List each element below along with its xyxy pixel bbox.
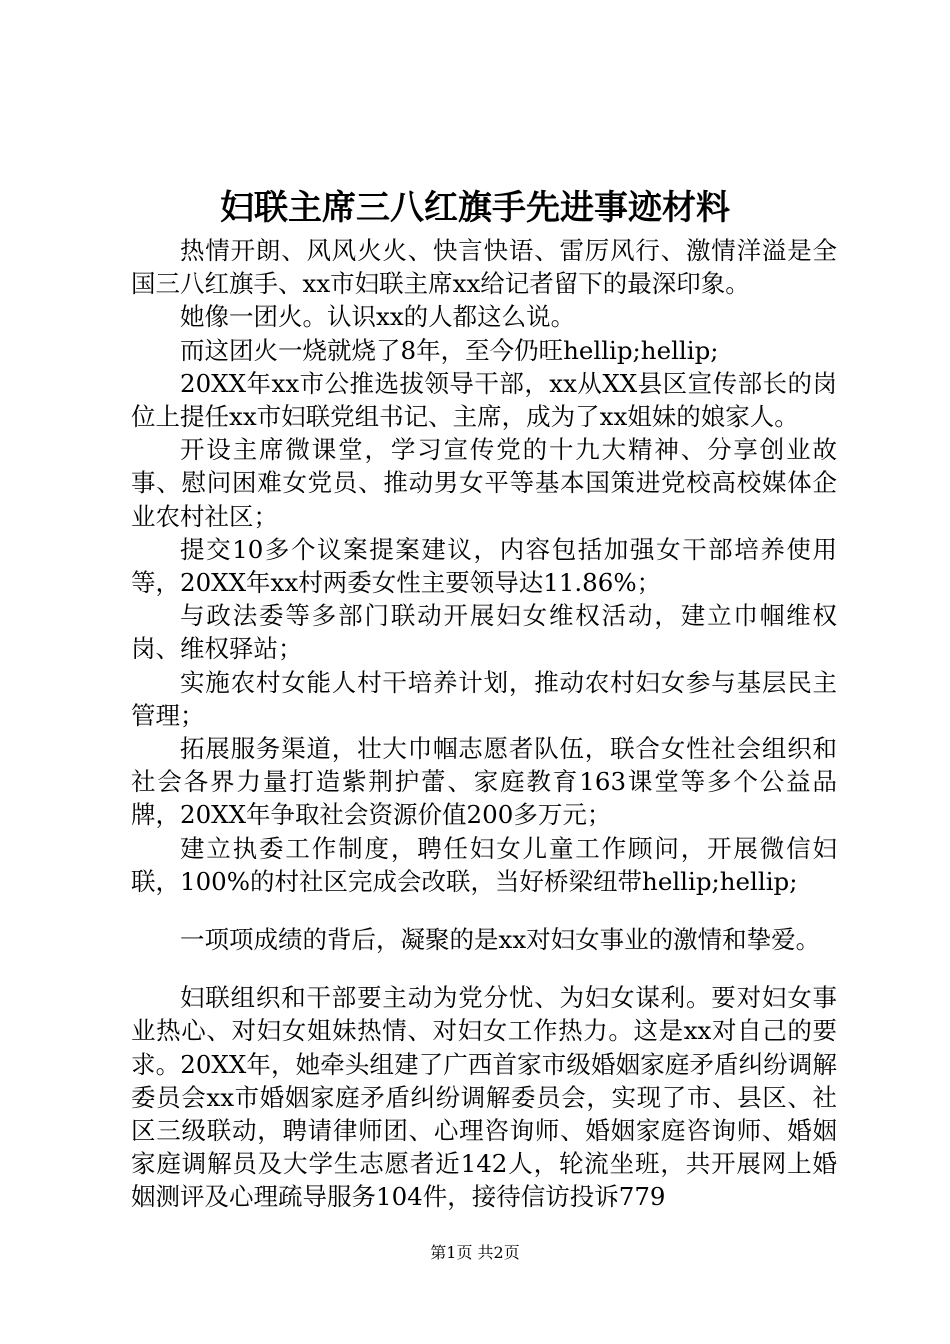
paragraph: 与政法委等多部门联动开展妇女维权活动，建立巾帼维权岗、维权驿站； [131,601,837,664]
paragraph: 拓展服务渠道，壮大巾帼志愿者队伍，联合女性社会组织和社会各界力量打造紫荆护蕾、家庭教育163课堂等多个公益品牌，20XX年争取社会资源价值200多万元； [131,734,837,830]
paragraph: 妇联组织和干部要主动为党分忧、为妇女谋利。要对妇女事业热心、对妇女姐妹热情、对妇女工作热力。这是xx对自己的要求。20XX年，她牵头组建了广西首家市级婚姻家庭矛盾纠纷调解委员会xx市婚姻家庭矛盾纠纷调解委员会，实现了市、县区、社区三级联动，聘请律师团、心理咨询师、婚姻家庭咨询师、婚姻家庭调解员及大学生志愿者近142人，轮流坐班，共开展网上婚姻测评及心理疏导服务104件，接待信访投诉779 [131,983,837,1212]
page-title: 妇联主席三八红旗手先进事迹材料 [220,188,730,228]
paragraph: 而这团火一烧就烧了8年，至今仍旺hellip;hellip; [180,335,719,365]
paragraph: 一项项成绩的背后，凝聚的是xx对妇女事业的激情和挚爱。 [180,925,821,955]
paragraph: 20XX年xx市公推选拔领导干部，xx从XX县区宣传部长的岗位上提任xx市妇联党组书记、主席，成为了xx姐妹的娘家人。 [131,368,837,432]
paragraph: 她像一团火。认识xx的人都这么说。 [180,302,576,332]
paragraph: 实施农村女能人村干培养计划，推动农村妇女参与基层民主管理； [131,667,837,730]
paragraph: 提交10多个议案提案建议，内容包括加强女干部培养使用等，20XX年xx村两委女性主要领导达11.86%； [131,534,837,598]
page-footer: 第1页 共2页 [430,1243,520,1262]
paragraph: 热情开朗、风风火火、快言快语、雷厉风行、激情洋溢是全国三八红旗手、xx市妇联主席xx给记者留下的最深印象。 [131,236,837,299]
document-body [131,234,837,1214]
paragraph: 建立执委工作制度，聘任妇女儿童工作顾问，开展微信妇联，100%的村社区完成会改联，当好桥梁纽带hellip;hellip; [131,833,837,896]
paragraph: 开设主席微课堂，学习宣传党的十九大精神、分享创业故事、慰问困难女党员、推动男女平等基本国策进党校高校媒体企业农村社区； [131,435,837,531]
